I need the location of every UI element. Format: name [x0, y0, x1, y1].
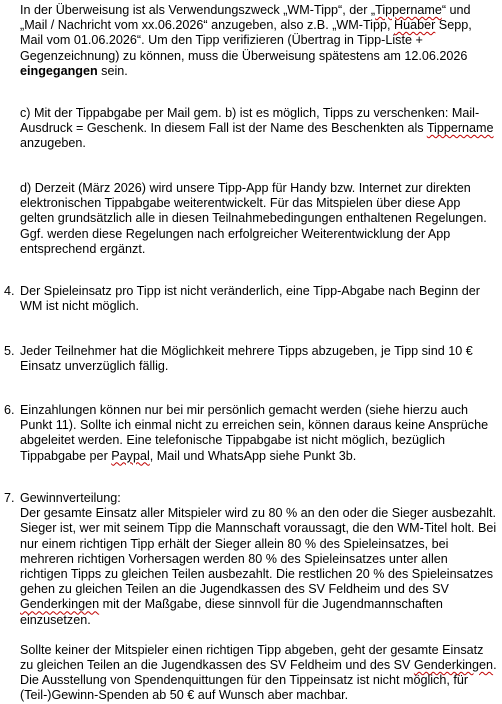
- list-item-7-paragraph-2: [20, 643, 498, 704]
- item-6-text-2: , Mail und WhatsApp siehe Punkt 3b.: [149, 448, 357, 463]
- item-6-text-1: Einzahlungen können nur bei mir persönlich gemacht werden (siehe hierzu auch Punkt 11). Sollte ich einmal nicht zu erreichen sein, können daraus keine Ansprüche abgeleitet werden. Eine telefonische Tippabgabe ist nicht möglich, bezüglich Tippabgabe per: [20, 403, 489, 463]
- item-6-spellcheck-word: Paypal: [111, 448, 150, 463]
- intro-bold-word: eingegangen: [20, 63, 98, 78]
- paragraph-c: [20, 106, 496, 152]
- intro-spellcheck-word-1: Tippername: [375, 3, 442, 17]
- intro-text-4: sein.: [97, 63, 128, 78]
- para-c-text-1: c) Mit der Tippabgabe per Mail gem. b) ist es möglich, Tipps zu verschenken: Mail-Ausdruck = Geschenk. In diesem Fall ist der Name des Beschenkten als: [20, 106, 480, 136]
- item-7-p1-text-1: Der gesamte Einsatz aller Mitspieler wird zu 80 % an den oder die Sieger ausbezahlt. Sieger ist, wer mit seinem Tipp die Mannschaft voraussagt, die den WM-Titel holt. Bei nur einem richtigen Tipp erhält der Sieger allein 80 % des Spieleinsatzes, bei mehreren richtigen Vorhersagen werden 80 % des Spieleinsatzes unter allen richtigen Tipps zu gleichen Teilen ausbezahlt. Die restlichen 20 % des Spieleinsatzes gehen zu gleichen Teilen an die Jugendkassen des SV Feldheim und des SV: [20, 506, 497, 597]
- list-item-7: [4, 491, 498, 704]
- intro-text-2: “ und „Mail / Nachricht vom xx.06.2026“ anzugeben, also z.B. „WM-Tipp,: [20, 3, 471, 33]
- list-number-7: 7.: [4, 491, 15, 505]
- list-item-7-paragraph-1: [20, 506, 498, 628]
- intro-paragraph: [20, 3, 496, 79]
- list-item-6-text: [20, 403, 498, 464]
- item-7-p2-text-2: . Die Ausstellung von Spendenquittungen für den Tippeinsatz ist nicht möglich, für (Teil-)Gewinn-Spenden ab 50 € auf Wunsch aber machbar.: [20, 658, 497, 703]
- list-item-5: [4, 344, 498, 374]
- list-number-5: 5.: [4, 344, 15, 358]
- list-item-6: [4, 403, 498, 464]
- list-number-4: 4.: [4, 284, 15, 298]
- list-item-4: [4, 284, 498, 314]
- list-item-4-text: Der Spieleinsatz pro Tipp ist nicht veränderlich, eine Tipp-Abgabe nach Beginn der WM ist nicht möglich.: [20, 284, 480, 314]
- intro-text-1: In der Überweisung ist als Verwendungszweck „WM-Tipp“, der „: [20, 3, 376, 17]
- list-item-7-heading: Gewinnverteilung:: [20, 491, 121, 505]
- list-number-6: 6.: [4, 403, 15, 417]
- item-7-p2-spellcheck-word: Genderkingen: [413, 658, 494, 673]
- intro-text-3: Sepp, Mail vom 01.06.2026“. Um den Tipp verifizieren (Übertrag in Tipp-Liste + Gegenzeichnung) zu können, muss die Überweisung spätestens am 12.06.2026: [20, 18, 472, 63]
- list-item-5-text: Jeder Teilnehmer hat die Möglichkeit mehrere Tipps abzugeben, je Tipp sind 10 € Einsatz unverzüglich fällig.: [20, 344, 473, 374]
- item-7-p1-text-2: mit der Maßgabe, diese sinnvoll für die Jugendmannschaften einzusetzen.: [20, 597, 443, 627]
- para-c-spellcheck-word: Tippername: [426, 121, 494, 136]
- para-c-text-2: anzugeben.: [20, 136, 86, 151]
- intro-spellcheck-word-2: Huaber: [394, 18, 436, 33]
- item-7-p2-text-1: Sollte keiner der Mitspieler einen richtigen Tipp abgeben, geht der gesamte Einsatz zu gleichen Teilen an die Jugendkassen des SV Feldheim und des SV: [20, 642, 484, 673]
- paragraph-d: d) Derzeit (März 2026) wird unsere Tipp-App für Handy bzw. Internet zur direkten elektronischen Tippabgabe weiterentwickelt. Für das Mitspielen über diese App gelten grundsätzlich alle in diesen Teilnahmebedingungen enthaltenen Regelungen. Ggf. werden diese Regelungen nach erfolgreicher Weiterentwicklung der App entsprechend ergänzt.: [20, 181, 487, 256]
- item-7-p1-spellcheck-word: Genderkingen: [20, 597, 100, 612]
